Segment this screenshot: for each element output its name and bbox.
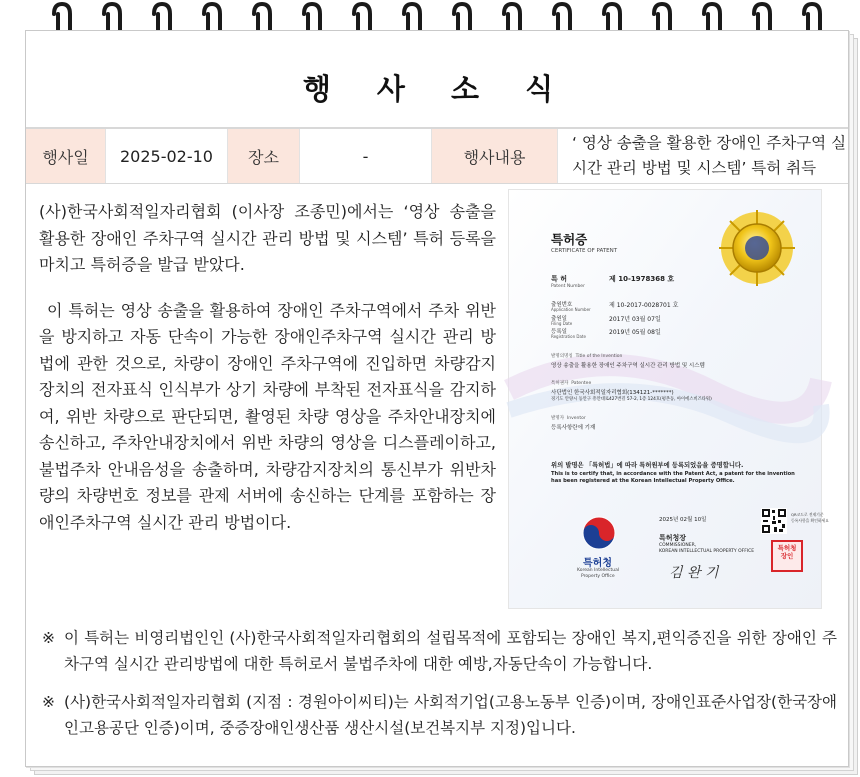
place-value: - (300, 129, 432, 183)
commissioner-en-2: KOREAN INTELLECTUAL PROPERTY OFFICE (659, 549, 755, 554)
place-label: 장소 (228, 129, 300, 183)
filing-date: 2017년 03월 07일 (609, 316, 661, 323)
commissioner-en-1: COMMISSIONER, (659, 543, 697, 548)
notepad-page (25, 30, 849, 767)
statement-en: This is to certify that, in accordance with the Patent Act, a patent for the invention has been registered at the Korean Intellectual Property Office. (551, 471, 795, 484)
invention-title: 영상 송출을 활용한 장애인 주차구역 실시간 관리 방법 및 시스템 (551, 363, 705, 369)
content-label: 행사내용 (432, 129, 558, 183)
application-label-en: Application Number (551, 307, 591, 312)
event-info-row (26, 128, 848, 184)
qr-note-1: QR코드로 전제기준 (791, 512, 824, 517)
qr-note-2: 등록사항을 확인하세요 (791, 518, 829, 523)
seal-text: 특허청장인 (777, 544, 797, 560)
commissioner-title: 특허청장 (659, 534, 687, 542)
note-item (42, 689, 837, 741)
inventor-label-ko: 발명자 (551, 416, 565, 421)
inventor-value: 등록사항란에 기재 (551, 425, 596, 431)
patentee-label-en: Patentee (571, 381, 592, 386)
content-value: ‘ 영상 송출을 활용한 장애인 주차구역 실시간 관리 방법 및 시스템’ 특허 취득 (558, 129, 848, 183)
notes-section (42, 625, 837, 753)
certificate-title: 특허증 (551, 232, 588, 247)
invention-label-en: Title of the Invention (575, 354, 623, 359)
invention-label-ko: 발명의명칭 (551, 354, 573, 359)
application-number: 제 10-2017-0028701 호 (609, 302, 679, 309)
patentee-label-ko: 특허권자 (551, 381, 569, 386)
qr-code-icon (761, 508, 787, 534)
patentee-name: 사단법인 한국사회적일자리협회(134121-*******) (551, 390, 674, 396)
patent-label-en: Patent Number (551, 284, 585, 289)
patentee-address: 경기도 안양시 동안구 흥안대로427번길 57-2, 1층 124호(평촌동, 아이에스비즈타워) (551, 397, 712, 402)
filing-label-en: Filing Date (551, 321, 573, 326)
reference-mark: ※ (42, 629, 55, 647)
issue-date: 2025년 02월 10일 (659, 517, 707, 523)
statement-ko: 위의 발명은 「특허법」에 따라 특허원부에 등록되었음을 증명합니다. (551, 462, 744, 469)
note-text: 이 특허는 비영리법인인 (사)한국사회적일자리협회의 설립목적에 포함되는 장애인 복지,편익증진을 위한 장애인 주차구역 실시간 관리방법에 대한 특허로서 불법주차에 대한 예방,자동단속이 가능합니다. (64, 629, 837, 673)
inventor-label-en: Inventor (566, 416, 586, 421)
patentee-label (551, 380, 591, 386)
date-value: 2025-02-10 (106, 129, 228, 183)
paragraph: 이 특허는 영상 송출을 활용하여 장애인 주차구역에서 주차 위반을 방지하고 자동 단속이 가능한 장애인주차구역 실시간 관리 방법에 관한 것으로, 차량이 장애인 주차구역에 진입하면 차량감지장치의 전자표식 인식부가 상기 차량에 부착된 전자표식을 감지하여, 위반 차량으로 판단되면, 촬영된 차량 영상을 주차안내장치에 송신하고, 주차안내장치에서 위반 차량의 영상을 디스플레이하고, 불법주차 안내음성을 송출하며, 차량감지장치의 통신부가 위반차량의 차량번호 정보를 관제 서버에 송신하는 단계를 포함하는 장애인주차구역 실시간 관리 방법이다. (39, 300, 496, 532)
inventor-label (551, 415, 586, 421)
official-seal (771, 540, 803, 572)
date-label: 행사일 (26, 129, 106, 183)
note-text: (사)한국사회적일자리협회 (지점 : 경원아이씨티)는 사회적기업(고용노동부 인증)이며, 장애인표준사업장(한국장애인고용공단 인증)이며, 중증장애인생산품 생산시설(보건복지부 지정)입니다. (64, 693, 837, 737)
patent-label: 특 허 (551, 275, 567, 283)
patent-certificate (508, 189, 829, 609)
invention-label (551, 353, 622, 359)
office-name: 특허청 (583, 558, 612, 569)
paragraph: (사)한국사회적일자리협회 (이사장 조종민)에서는 ‘영상 송출을 활용한 장애인 주차구역 실시간 관리 방법 및 시스템’ 특허 등록을 마치고 특허증을 발급 받았다. (39, 202, 496, 274)
gold-medal-icon (717, 208, 797, 288)
reference-mark: ※ (42, 693, 55, 711)
filing-label: 출원일 (551, 316, 567, 322)
note-item (42, 625, 837, 677)
patent-number: 제 10-1978368 호 (609, 275, 675, 283)
registration-label-en: Registration Date (551, 334, 586, 339)
article-body (39, 199, 496, 555)
page-title: 행 사 소 식 (302, 72, 572, 106)
commissioner-signature: 김 완 기 (669, 565, 719, 581)
office-name-en-2: Property Office (581, 574, 615, 579)
taegeuk-emblem-icon (581, 515, 617, 551)
office-name-en-1: Korean Intellectual (577, 568, 620, 573)
registration-label: 등록일 (551, 329, 567, 335)
application-label: 출원번호 (551, 302, 573, 308)
certificate-subtitle: CERTIFICATE OF PATENT (551, 248, 618, 254)
registration-date: 2019년 05월 08일 (609, 329, 661, 336)
